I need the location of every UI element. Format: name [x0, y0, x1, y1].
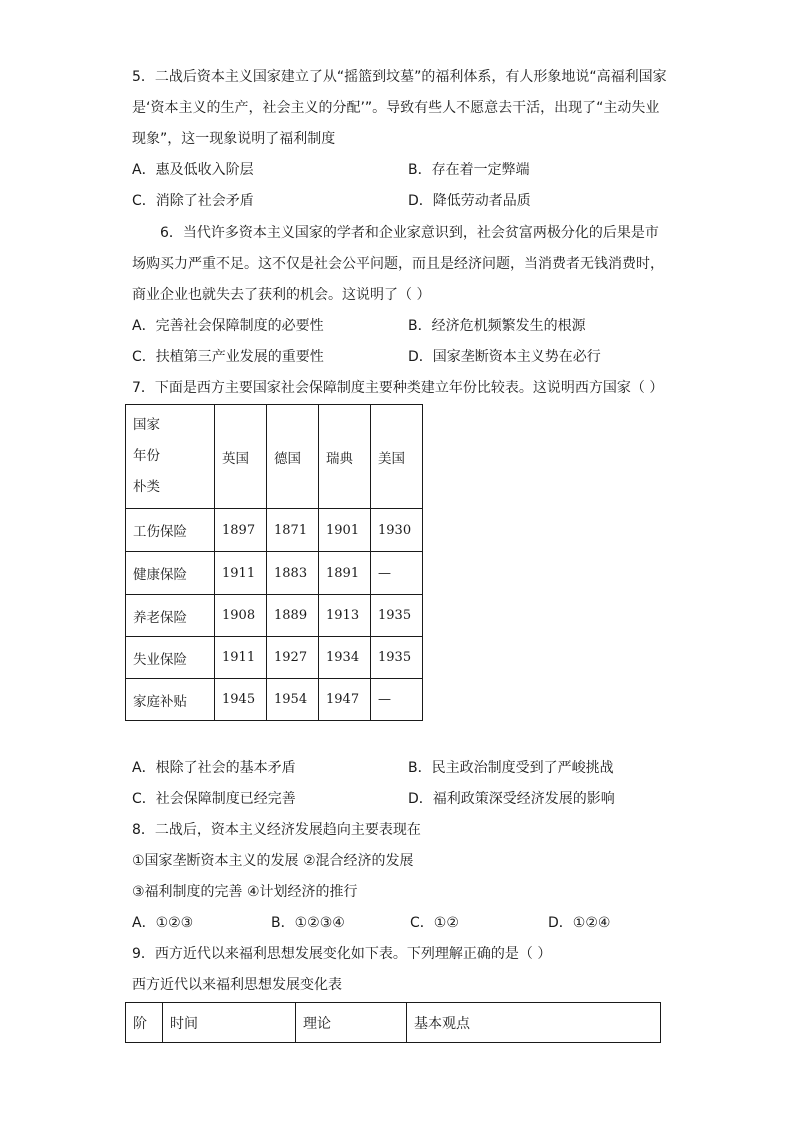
q8-stem: 8．二战后，资本主义经济发展趋向主要表现在 [132, 822, 421, 838]
q8-items-1: ①国家垄断资本主义的发展 ②混合经济的发展 [132, 853, 414, 869]
year-cell: 1897 [215, 509, 267, 552]
country-header: 美国 [371, 405, 423, 509]
q7-table [125, 404, 423, 721]
row-label: 家庭补贴 [126, 679, 215, 721]
row-label: 工伤保险 [126, 509, 215, 552]
year-cell: 1911 [215, 552, 267, 595]
corner-label-type: 朴类 [133, 479, 160, 495]
table-row [126, 679, 423, 721]
q6-line-1: 6．当代许多资本主义国家的学者和企业家意识到，社会贫富两极分化的后果是市 [160, 225, 659, 241]
year-cell: 1901 [319, 509, 371, 552]
year-cell: 1908 [215, 595, 267, 637]
q9-stem: 9．西方近代以来福利思想发展变化如下表。下列理解正确的是（ ） [132, 946, 552, 962]
q8-option-c: C．①② [410, 915, 459, 931]
q8-items-2: ③福利制度的完善 ④计划经济的推行 [132, 884, 358, 900]
year-cell: 1954 [267, 679, 319, 721]
table-row [126, 509, 423, 552]
q5-line-3: 现象”，这一现象说明了福利制度 [132, 131, 336, 147]
table-row [126, 595, 423, 637]
q7-option-a: A．根除了社会的基本矛盾 [132, 760, 296, 776]
header-cell: 理论 [296, 1003, 407, 1043]
row-label: 养老保险 [126, 595, 215, 637]
country-header: 德国 [267, 405, 319, 509]
year-cell: 1883 [267, 552, 319, 595]
year-cell: 1891 [319, 552, 371, 595]
row-label: 健康保险 [126, 552, 215, 595]
q6-option-d: D．国家垄断资本主义势在必行 [408, 349, 601, 365]
q5-option-c: C．消除了社会矛盾 [132, 193, 254, 209]
country-header: 瑞典 [319, 405, 371, 509]
q7-option-b: B．民主政治制度受到了严峻挑战 [408, 760, 614, 776]
year-cell: 1913 [319, 595, 371, 637]
year-cell: 1947 [319, 679, 371, 721]
header-cell: 基本观点 [407, 1003, 661, 1043]
header-cell: 时间 [163, 1003, 296, 1043]
row-label: 失业保险 [126, 637, 215, 679]
q6-line-3: 商业企业也就失去了获利的机会。这说明了（ ） [132, 287, 431, 303]
q7-option-c: C．社会保障制度已经完善 [132, 791, 296, 807]
table-row [126, 637, 423, 679]
year-cell: 1911 [215, 637, 267, 679]
q8-option-b: B．①②③④ [271, 915, 345, 931]
q5-option-a: A．惠及低收入阶层 [132, 162, 254, 178]
q6-option-c: C．扶植第三产业发展的重要性 [132, 349, 324, 365]
q5-option-b: B．存在着一定弊端 [408, 162, 530, 178]
year-cell: 1945 [215, 679, 267, 721]
year-cell: — [371, 679, 423, 721]
year-cell: 1889 [267, 595, 319, 637]
year-cell: — [371, 552, 423, 595]
year-cell: 1934 [319, 637, 371, 679]
q6-line-2: 场购买力严重不足。这不仅是社会公平问题，而且是经济问题，当消费者无钱消费时， [132, 256, 664, 272]
q5-line-2: 是‘资本主义的生产，社会主义的分配’”。导致有些人不愿意去干活，出现了“主动失业 [132, 100, 660, 116]
year-cell: 1935 [371, 637, 423, 679]
q5-option-d: D．降低劳动者品质 [408, 193, 531, 209]
q6-option-b: B．经济危机频繁发生的根源 [408, 318, 586, 334]
year-cell: 1871 [267, 509, 319, 552]
table-row [126, 552, 423, 595]
country-header: 英国 [215, 405, 267, 509]
q9-table [125, 1002, 661, 1043]
q8-option-a: A．①②③ [132, 915, 194, 931]
year-cell: 1930 [371, 509, 423, 552]
q9-table-title: 西方近代以来福利思想发展变化表 [132, 977, 342, 993]
q7-table-corner-cell [126, 405, 215, 509]
q5-line-1: 5．二战后资本主义国家建立了从“摇篮到坟墓”的福利体系，有人形象地说“高福利国家 [132, 69, 667, 85]
corner-label-country: 国家 [133, 417, 160, 433]
q7-option-d: D．福利政策深受经济发展的影响 [408, 791, 615, 807]
table-header-row [126, 1003, 661, 1043]
q6-option-a: A．完善社会保障制度的必要性 [132, 318, 324, 334]
q7-table-header-row [126, 405, 423, 509]
header-cell: 阶 [126, 1003, 163, 1043]
q7-stem: 7．下面是西方主要国家社会保障制度主要种类建立年份比较表。这说明西方国家（ ） [132, 380, 664, 396]
year-cell: 1935 [371, 595, 423, 637]
year-cell: 1927 [267, 637, 319, 679]
corner-label-year: 年份 [133, 448, 160, 464]
q8-option-d: D．①②④ [548, 915, 611, 931]
